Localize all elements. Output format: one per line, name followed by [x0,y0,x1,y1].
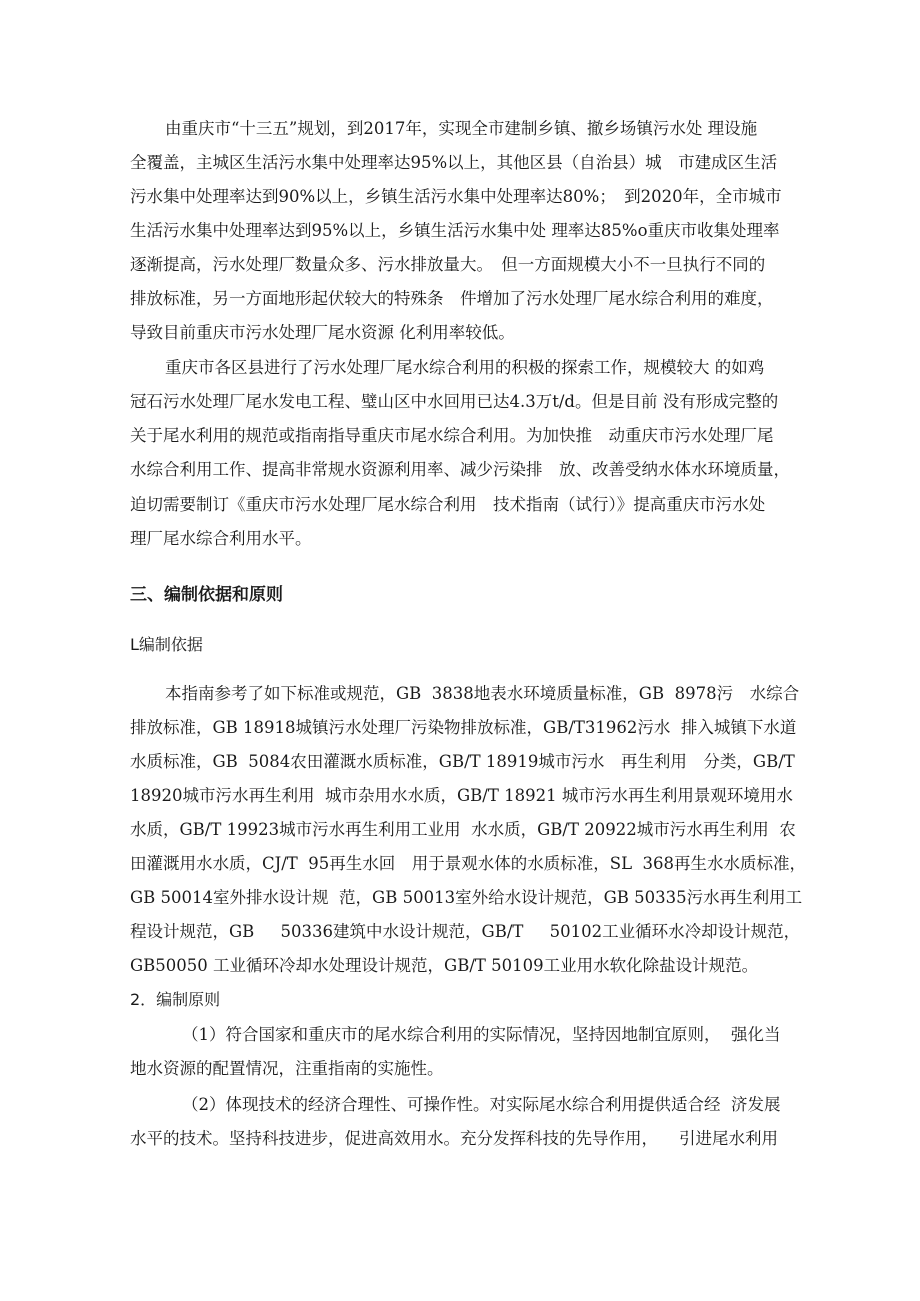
subsection-title-principle: 2．编制原则 [130,990,221,1009]
paragraph-line: 冠石污水处理厂尾水发电工程、璧山区中水回用已达4.3万t/d。但是目前 没有形成完整的 [130,392,779,411]
section-heading: 三、编制依据和原则 [130,585,283,605]
paragraph-line: 重庆市各区县进行了污水处理厂尾水综合利用的积极的探索工作，规模较大 的如鸡 [165,358,765,377]
basis-line: 排放标准，GB 18918城镇污水处理厂污染物排放标准，GB/T31962污水 排入城镇下水道 [130,718,797,737]
paragraph-line: 全覆盖，主城区生活污水集中处理率达95%以上，其他区县（自治县）城 市建成区生活 [130,153,778,172]
paragraph-line: 污水集中处理率达到90%以上，乡镇生活污水集中处理率达80%； 到2020年，全市城市 [130,187,782,206]
basis-line: 水质，GB/T 19923城市污水再生利用工业用 水水质，GB/T 20922城市污水再生利用 农 [130,820,796,839]
principle-line: （1）符合国家和重庆市的尾水综合利用的实际情况，坚持因地制宜原则， 强化当 [182,1025,781,1044]
paragraph-line: 关于尾水利用的规范或指南指导重庆市尾水综合利用。为加快推 动重庆市污水处理厂尾 [130,426,774,445]
paragraph-line: 水综合利用工作、提高非常规水资源利用率、减少污染排 放、改善受纳水体水环境质量， [130,460,790,479]
basis-line: GB 50014室外排水设计规 范，GB 50013室外给水设计规范，GB 50335污水再生利用工 [130,888,803,907]
paragraph-line: 理厂尾水综合利用水平。 [130,529,312,548]
basis-line: 18920城市污水再生利用 城市杂用水水质，GB/T 18921 城市污水再生利用景观环境用水 [130,786,793,805]
subsection-title-basis: L编制依据 [130,635,203,654]
paragraph-line: 迫切需要制订《重庆市污水处理厂尾水综合利用 技术指南（试行）》提高重庆市污水处 [130,495,766,514]
paragraph-line: 导致目前重庆市污水处理厂尾水资源 化利用率较低。 [130,323,515,342]
principle-line: 地水资源的配置情况，注重指南的实施性。 [130,1059,444,1078]
paragraph-line: 由重庆市“十三五”规划，到2017年，实现全市建制乡镇、撤乡场镇污水处 理设施 [165,119,758,138]
basis-line: 水质标准，GB 5084农田灌溉水质标准，GB/T 18919城市污水 再生利用 分类，GB/T [130,752,795,771]
principle-line: （2）体现技术的经济合理性、可操作性。对实际尾水综合利用提供适合经 济发展 [182,1095,781,1114]
paragraph-line: 逐渐提高，污水处理厂数量众多、污水排放量大。 但一方面规模大小不一旦执行不同的 [130,255,766,274]
principle-line: 水平的技术。坚持科技进步，促进高效用水。充分发挥科技的先导作用， 引进尾水利用 [130,1129,778,1148]
paragraph-line: 排放标准，另一方面地形起伏较大的特殊条 件增加了污水处理厂尾水综合利用的难度， [130,289,774,308]
basis-line: 本指南参考了如下标准或规范，GB 3838地表水环境质量标准，GB 8978污 水综合 [165,684,800,703]
basis-line: GB50050 工业循环冷却水处理设计规范，GB/T 50109工业用水软化除盐设计规范。 [130,956,759,975]
basis-line: 程设计规范，GB 50336建筑中水设计规范，GB/T 50102工业循环水冷却设计规范， [130,922,801,941]
paragraph-line: 生活污水集中处理率达到95%以上，乡镇生活污水集中处 理率达85%o重庆市收集处理率 [130,221,780,240]
basis-line: 田灌溉用水水质，CJ/T 95再生水回 用于景观水体的水质标准，SL 368再生水水质标准， [130,854,807,873]
